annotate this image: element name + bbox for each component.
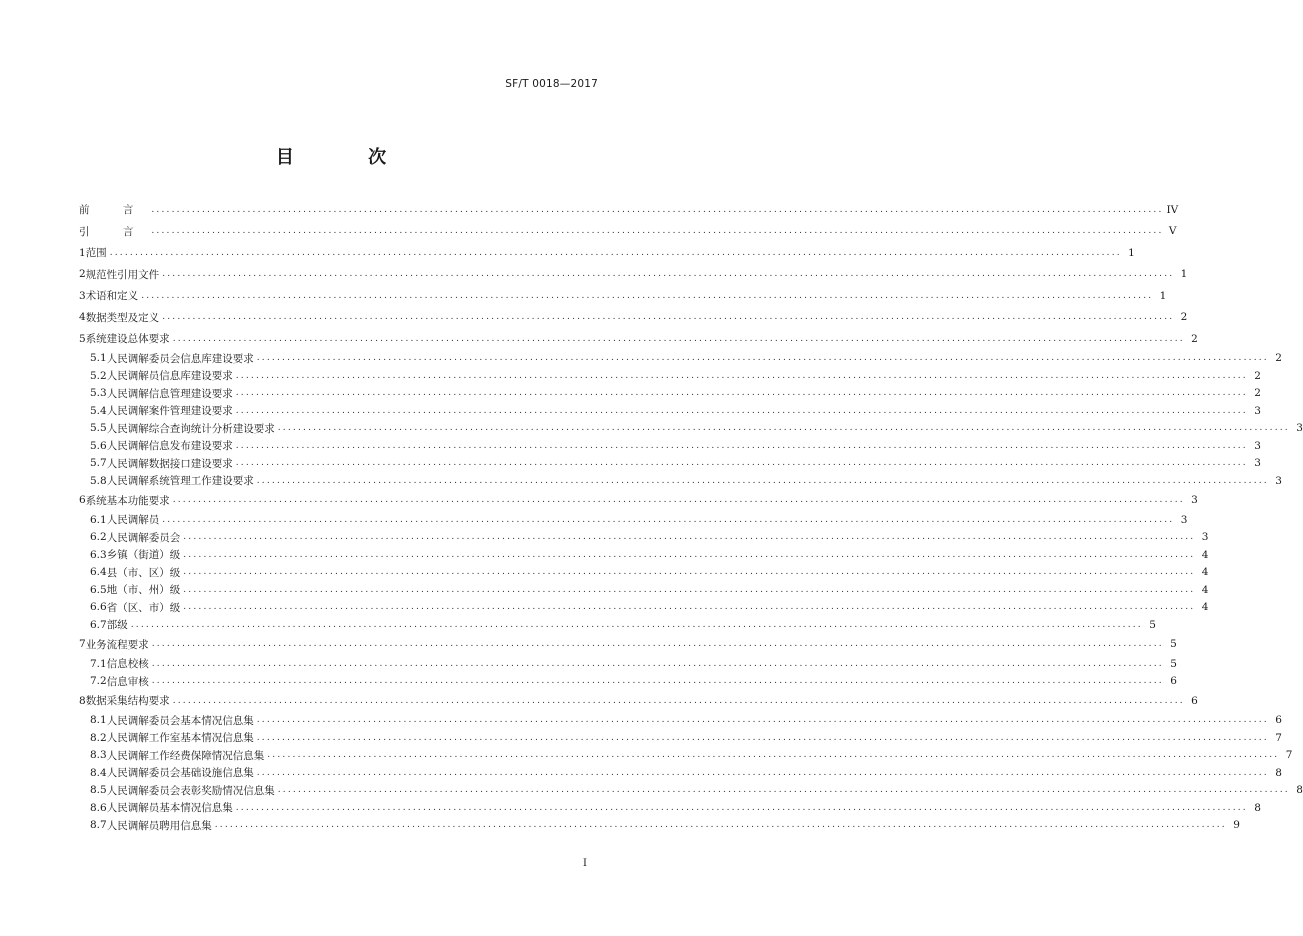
toc-entry-number: 5.8: [90, 474, 107, 487]
toc-entry[interactable]: [79, 782, 1303, 800]
toc-entry-number: 5.4: [90, 404, 107, 417]
toc-entry-label: 信息审核: [106, 675, 149, 688]
toc-leader-dots: ........................................................................................................................................................................................................: [130, 619, 1143, 630]
toc-entry-page: V: [1168, 225, 1177, 238]
toc-entry-number: 8: [79, 694, 86, 707]
toc-entry-label: 人民调解委员会基本情况信息集: [106, 714, 254, 727]
toc-entry-page: 7: [1275, 731, 1282, 744]
toc-entry[interactable]: [79, 616, 1156, 634]
toc-entry-page: 8: [1296, 784, 1303, 797]
toc-leader-dots: ........................................................................................................................................................................................................: [277, 785, 1290, 796]
toc-entry-label: 省（区、市）级: [106, 601, 181, 614]
toc-entry[interactable]: [79, 581, 1209, 599]
toc-entry-label: 人民调解数据接口建设要求: [106, 457, 233, 470]
toc-entry[interactable]: [79, 634, 1177, 656]
toc-entry[interactable]: [79, 817, 1240, 835]
toc-entry[interactable]: [79, 328, 1198, 350]
toc-entry-page: 3: [1254, 457, 1261, 470]
toc-entry-number: 5.5: [90, 422, 107, 435]
toc-entry-number: 5.6: [90, 439, 107, 452]
toc-entry-page: 1: [1128, 246, 1135, 259]
toc-entry-number: 5.2: [90, 369, 107, 382]
toc-entry-label: 人民调解员基本情况信息集: [106, 802, 233, 815]
standard-code: SF/T 0018—2017: [505, 78, 598, 90]
page-number: I: [583, 858, 587, 869]
toc-leader-dots: ........................................................................................................................................................................................................: [235, 458, 1248, 469]
toc-leader-dots: ........................................................................................................................................................................................................: [267, 750, 1280, 761]
toc-entry-number: 8.1: [90, 714, 107, 727]
toc-leader-dots: ........................................................................................................................................................................................................: [183, 567, 1196, 578]
toc-entry-page: 4: [1201, 566, 1209, 579]
toc-leader-dots: ........................................................................................................................................................................................................: [151, 204, 1164, 215]
toc-entry[interactable]: [79, 599, 1209, 617]
toc-leader-dots: ........................................................................................................................................................................................................: [162, 514, 1175, 525]
toc-entry-label: 人民调解员聘用信息集: [106, 819, 212, 832]
toc-entry-label: 前 言: [79, 204, 149, 217]
toc-leader-dots: ........................................................................................................................................................................................................: [151, 226, 1164, 237]
toc-entry-page: 4: [1201, 583, 1209, 596]
toc-entry-label: 业务流程要求: [85, 638, 149, 651]
toc-entry-number: 6.3: [90, 548, 107, 561]
toc-entry-page: 3: [1254, 404, 1261, 417]
toc-entry-number: 2: [79, 268, 86, 281]
toc-entry-label: 人民调解信息管理建设要求: [106, 387, 233, 400]
toc-entry-number: 8.6: [90, 801, 107, 814]
toc-leader-dots: ........................................................................................................................................................................................................: [162, 269, 1175, 280]
toc-leader-dots: ........................................................................................................................................................................................................: [183, 584, 1196, 595]
toc-entry-label: 县（市、区）级: [106, 566, 181, 579]
table-of-contents: [79, 199, 1303, 834]
toc-entry-number: 6.2: [90, 531, 107, 544]
toc-entry-number: 6.1: [90, 513, 107, 526]
toc-entry-label: 地（市、州）级: [106, 584, 181, 597]
toc-entry-number: 8.7: [90, 819, 107, 832]
toc-leader-dots: ........................................................................................................................................................................................................: [162, 312, 1175, 323]
toc-entry-page: 6: [1275, 714, 1282, 727]
toc-leader-dots: ........................................................................................................................................................................................................: [235, 802, 1248, 813]
toc-leader-dots: ........................................................................................................................................................................................................: [256, 732, 1269, 743]
toc-entry[interactable]: [79, 799, 1261, 817]
toc-entry-page: IV: [1166, 203, 1179, 216]
toc-entry-page: 4: [1201, 548, 1209, 561]
toc-entry-number: 5.7: [90, 457, 107, 470]
toc-entry-page: 5: [1170, 638, 1177, 651]
toc-leader-dots: ........................................................................................................................................................................................................: [256, 475, 1269, 486]
toc-entry-label: 信息校核: [106, 658, 149, 671]
toc-entry[interactable]: [79, 420, 1303, 438]
toc-leader-dots: ........................................................................................................................................................................................................: [151, 639, 1164, 650]
toc-entry-label: 人民调解委员会基础设施信息集: [106, 767, 254, 780]
toc-entry-label: 人民调解员: [106, 514, 160, 527]
toc-entry-label: 数据采集结构要求: [85, 695, 170, 708]
toc-entry-number: 8.4: [90, 766, 107, 779]
toc-entry-number: 3: [79, 289, 86, 302]
toc-leader-dots: ........................................................................................................................................................................................................: [277, 423, 1290, 434]
toc-entry[interactable]: [79, 285, 1167, 307]
toc-leader-dots: ........................................................................................................................................................................................................: [256, 767, 1269, 778]
toc-entry-label: 人民调解综合查询统计分析建设要求: [106, 422, 275, 435]
toc-entry-page: 5: [1149, 618, 1156, 631]
toc-entry-number: 5.1: [90, 352, 107, 365]
toc-entry[interactable]: [79, 472, 1282, 490]
toc-entry[interactable]: [79, 307, 1188, 329]
toc-entry-label: 人民调解信息发布建设要求: [106, 440, 233, 453]
toc-entry[interactable]: [79, 385, 1261, 403]
toc-entry-number: 6: [79, 494, 86, 507]
toc-entry-page: 8: [1254, 801, 1261, 814]
toc-entry[interactable]: [79, 546, 1209, 564]
toc-entry-label: 人民调解系统管理工作建设要求: [106, 475, 254, 488]
toc-entry-page: 4: [1201, 601, 1209, 614]
toc-entry-label: 人民调解委员会表彰奖励情况信息集: [106, 784, 275, 797]
toc-entry[interactable]: [79, 712, 1282, 730]
toc-entry-number: 8.5: [90, 784, 107, 797]
toc-entry-number: 1: [79, 246, 86, 259]
toc-entry-page: 9: [1233, 819, 1240, 832]
toc-entry-number: 7.1: [90, 657, 107, 670]
toc-entry-number: 7.2: [90, 675, 107, 688]
toc-leader-dots: ........................................................................................................................................................................................................: [183, 532, 1196, 543]
toc-entry-page: 2: [1180, 311, 1188, 324]
toc-entry[interactable]: [79, 437, 1261, 455]
toc-leader-dots: ........................................................................................................................................................................................................: [172, 495, 1185, 506]
toc-entry[interactable]: [79, 764, 1282, 782]
toc-entry[interactable]: [79, 655, 1177, 673]
toc-entry-page: 8: [1275, 766, 1282, 779]
toc-leader-dots: ........................................................................................................................................................................................................: [183, 549, 1196, 560]
toc-entry[interactable]: [79, 690, 1198, 712]
toc-entry-page: 2: [1254, 387, 1261, 400]
toc-entry-label: 乡镇（街道）级: [106, 549, 181, 562]
toc-entry-label: 人民调解委员会信息库建设要求: [106, 352, 254, 365]
toc-entry-number: 6.6: [90, 601, 107, 614]
toc-entry-page: 3: [1191, 494, 1198, 507]
toc-entry-label: 系统建设总体要求: [85, 333, 170, 346]
toc-leader-dots: ........................................................................................................................................................................................................: [109, 247, 1122, 258]
toc-entry-label: 人民调解工作经费保障情况信息集: [106, 749, 265, 762]
toc-entry[interactable]: [79, 729, 1282, 747]
toc-entry-number: 5: [79, 332, 86, 345]
toc-entry-page: 2: [1254, 369, 1261, 382]
toc-entry-page: 5: [1170, 657, 1177, 670]
toc-leader-dots: ........................................................................................................................................................................................................: [235, 405, 1248, 416]
toc-entry-number: 5.3: [90, 387, 107, 400]
toc-entry-label: 人民调解委员会: [106, 531, 181, 544]
toc-entry-number: 8.2: [90, 731, 107, 744]
toc-entry-page: 1: [1180, 268, 1188, 281]
toc-entry-label: 人民调解案件管理建设要求: [106, 405, 233, 418]
toc-entry[interactable]: [79, 529, 1209, 547]
toc-entry-page: 2: [1275, 352, 1282, 365]
toc-entry-page: 1: [1159, 289, 1167, 302]
toc-entry-page: 2: [1191, 332, 1198, 345]
toc-entry-label: 术语和定义: [85, 290, 139, 303]
toc-entry[interactable]: [79, 455, 1261, 473]
toc-entry[interactable]: [79, 264, 1188, 286]
toc-leader-dots: ........................................................................................................................................................................................................: [235, 440, 1248, 451]
toc-entry-label: 系统基本功能要求: [85, 494, 170, 507]
toc-entry-label: 部级: [106, 619, 128, 632]
toc-entry[interactable]: [79, 242, 1135, 264]
toc-leader-dots: ........................................................................................................................................................................................................: [172, 695, 1185, 706]
toc-entry-number: 7: [79, 638, 86, 651]
toc-entry-number: 6.5: [90, 583, 107, 596]
toc-entry-page: 3: [1180, 513, 1188, 526]
toc-leader-dots: ........................................................................................................................................................................................................: [151, 658, 1164, 669]
toc-entry-page: 6: [1191, 694, 1198, 707]
toc-entry-number: 8.3: [90, 749, 107, 762]
toc-entry-label: 引 言: [79, 225, 149, 238]
toc-leader-dots: ........................................................................................................................................................................................................: [235, 388, 1248, 399]
page-title: 目 次: [275, 147, 421, 168]
toc-entry[interactable]: [79, 564, 1209, 582]
toc-entry-label: 人民调解员信息库建设要求: [106, 370, 233, 383]
toc-entry[interactable]: [79, 367, 1261, 385]
toc-entry[interactable]: [79, 402, 1261, 420]
toc-leader-dots: ........................................................................................................................................................................................................: [172, 333, 1185, 344]
toc-entry-number: 4: [79, 311, 86, 324]
toc-entry-page: 3: [1201, 531, 1209, 544]
toc-entry[interactable]: [79, 747, 1293, 765]
toc-entry[interactable]: [79, 511, 1188, 529]
toc-entry-label: 人民调解工作室基本情况信息集: [106, 732, 254, 745]
toc-leader-dots: ........................................................................................................................................................................................................: [256, 353, 1269, 364]
toc-leader-dots: ........................................................................................................................................................................................................: [141, 290, 1154, 301]
toc-entry-page: 7: [1285, 749, 1293, 762]
toc-entry-page: 3: [1275, 474, 1282, 487]
toc-leader-dots: ........................................................................................................................................................................................................: [151, 676, 1164, 687]
toc-entry-page: 6: [1170, 675, 1177, 688]
toc-entry[interactable]: [79, 199, 1179, 221]
toc-entry[interactable]: [79, 221, 1177, 243]
toc-entry-page: 3: [1254, 439, 1261, 452]
toc-entry-number: 6.7: [90, 618, 107, 631]
toc-entry[interactable]: [79, 490, 1198, 512]
toc-entry-label: 数据类型及定义: [85, 311, 160, 324]
toc-leader-dots: ........................................................................................................................................................................................................: [183, 602, 1196, 613]
toc-leader-dots: ........................................................................................................................................................................................................: [256, 715, 1269, 726]
toc-entry[interactable]: [79, 673, 1177, 691]
toc-entry-page: 3: [1296, 422, 1303, 435]
toc-entry-label: 规范性引用文件: [85, 268, 160, 281]
toc-entry-number: 6.4: [90, 566, 107, 579]
toc-leader-dots: ........................................................................................................................................................................................................: [235, 370, 1248, 381]
toc-entry[interactable]: [79, 350, 1282, 368]
toc-leader-dots: ........................................................................................................................................................................................................: [214, 820, 1227, 831]
toc-entry-label: 范围: [85, 247, 107, 260]
